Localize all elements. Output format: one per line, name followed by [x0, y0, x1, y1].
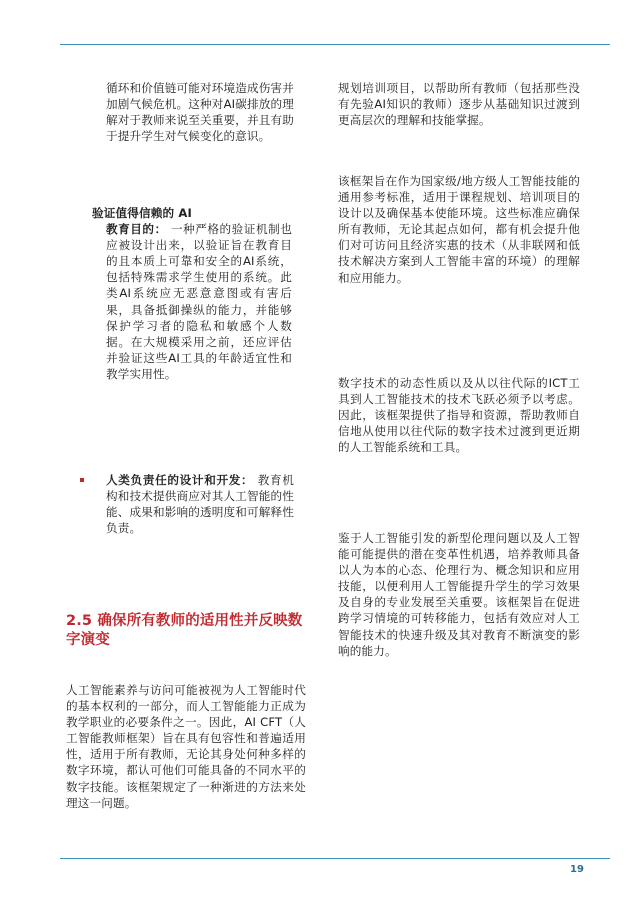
verify-block	[92, 205, 292, 382]
verify-text: 一种严格的验证机制也应被设计出来，以验证旨在教育目的且本质上可靠和安全的AI系统，包括特殊需求学生使用的系统。此类AI系统应无恶意意图或有害后果，具备抵御操纵的能力，并能够保护学习者的隐私和敏感个人数据。在大规模采用之前，还应评估并验证这些AI工具的年龄适宜性和教学实用性。	[106, 222, 292, 381]
right-para-1	[338, 80, 580, 128]
intro-paragraph: 循环和价值链可能对环境造成伤害并加剧气候危机。这种对AI碳排放的理解对于教师来说至关重要，并且有助于提升学生对气候变化的意识。	[106, 81, 294, 144]
top-rule	[60, 44, 610, 45]
right-para-3	[338, 375, 580, 455]
right-paragraph-1-text: 规划培训项目，以帮助所有教师（包括那些没有先验AI知识的教师）逐步从基础知识过渡到更高层次的理解和技能掌握。	[338, 81, 580, 128]
verify-label: 教育目的：	[106, 222, 167, 237]
right-paragraph-4-text: 鉴于人工智能引发的新型伦理问题以及人工智能可能提供的潜在变革性机遇，培养教师具备以人为本的心态、伦理行为、概念知识和应用技能，以便利用人工智能提升学生的学习效果及自身的专业发展至关重要。该框架旨在促进跨学习情境的可转移能力，包括有效应对人工智能技术的快速升级及其对教育不断演变的影响的能力。	[338, 531, 580, 658]
bullet-block	[106, 472, 294, 536]
bullet-text: 教育机构和技术提供商应对其人工智能的性能、成果和影响的透明度和可解释性负责。	[106, 473, 294, 536]
verify-title: 验证值得信赖的 AI	[92, 206, 192, 220]
verify-paragraph	[92, 221, 292, 382]
left-intro	[106, 80, 294, 144]
section-paragraph: 人工智能素养与访问可能被视为人工智能时代的基本权利的一部分，而人工智能能力正成为教学职业的必要条件之一。因此，AI CFT（人工智能教师框架）旨在具有包容性和普遍适用性，适用于所有教师，无论其身处何种多样的数字环境，都认可他们可能具备的不同水平的数字技能。该框架规定了一种渐进的方法来处理这一问题。	[66, 683, 306, 810]
right-paragraph-3-text: 数字技术的动态性质以及从以往代际的ICT工具到人工智能技术的技术飞跃必须予以考虑。因此，该框架提供了指导和资源，帮助教师自信地从使用以往代际的数字技术过渡到更近期的人工智能系统和工具。	[338, 376, 580, 455]
right-para-4	[338, 530, 580, 659]
bottom-rule	[60, 858, 610, 859]
section-body	[66, 682, 306, 811]
page-number: 19	[570, 864, 584, 875]
bullet-paragraph	[106, 472, 294, 536]
bullet-marker	[80, 478, 84, 482]
right-paragraph-2-text: 该框架旨在作为国家级/地方级人工智能技能的通用参考标准，适用于课程规划、培训项目的设计以及确保基本使能环境。这些标准应确保所有教师，无论其起点如何，都有机会提升他们对可访问且经济实惠的技术（从非联网和低技术解决方案到人工智能丰富的环境）的理解和应用能力。	[338, 174, 580, 285]
bullet-label: 人类负责任的设计和开发：	[106, 473, 254, 487]
section-heading: 2.5 确保所有教师的适用性并反映数字演变	[66, 613, 303, 648]
right-para-2	[338, 173, 580, 286]
